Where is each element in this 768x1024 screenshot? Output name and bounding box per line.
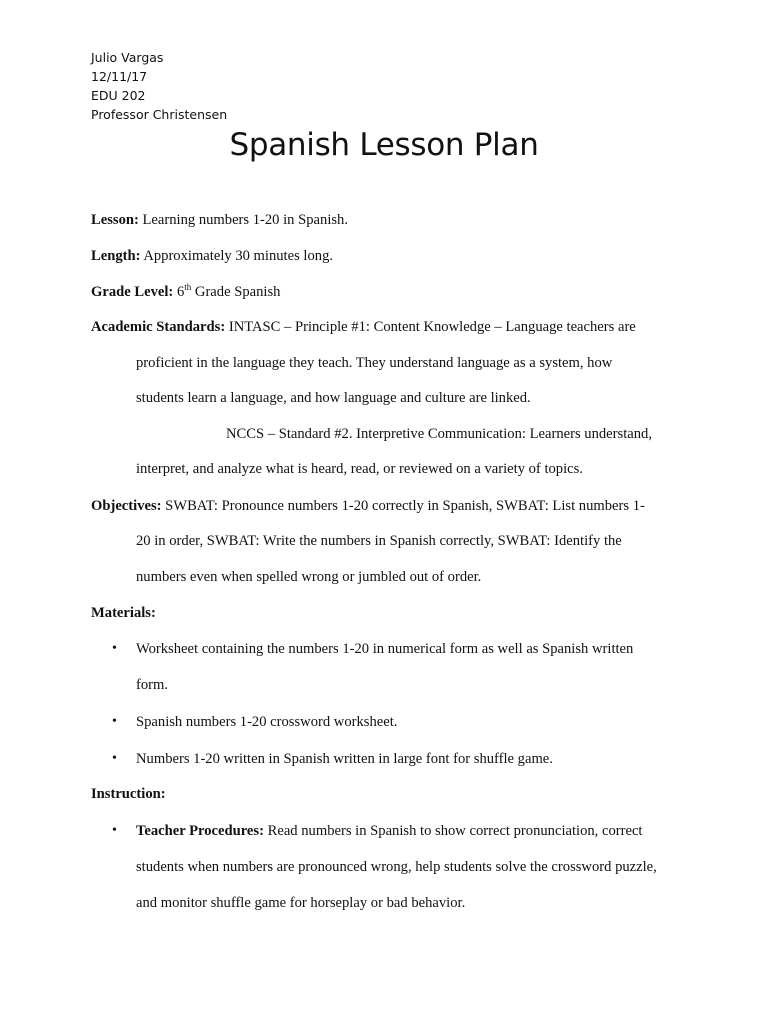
materials-heading [91,604,156,622]
professor: Professor Christensen [91,107,228,122]
materials-item-1-cont: form. [136,677,169,693]
objectives-label: Objectives: [91,498,162,514]
bullet-icon: • [112,714,117,729]
grade-superscript: th [184,282,192,292]
materials-item-2: Spanish numbers 1-20 crossword worksheet. [136,714,398,730]
grade-label: Grade Level: [91,284,174,300]
lesson-text: Learning numbers 1-20 in Spanish. [142,212,348,228]
length-text: Approximately 30 minutes long. [143,248,334,264]
length-label: Length: [91,248,141,264]
instruction-label: Instruction: [91,786,166,802]
standards-line-5: interpret, and analyze what is heard, read, or reviewed on a variety of topics. [136,461,583,477]
author-name: Julio Vargas [91,50,164,65]
bullet-icon: • [112,641,117,656]
standards-line-1 [91,318,636,336]
bullet-icon: • [112,751,117,766]
objectives-line-1 [91,497,645,515]
bullet-icon: • [112,823,117,838]
teacher-procedures-label: Teacher Procedures: [136,823,264,839]
materials-item-1: Worksheet containing the numbers 1-20 in numerical form as well as Spanish written [136,641,634,657]
materials-item-3: Numbers 1-20 written in Spanish written in large font for shuffle game. [136,751,553,767]
teacher-procedures-line-2: students when numbers are pronounced wrong, help students solve the crossword puzzle, [136,859,657,875]
date: 12/11/17 [91,69,148,84]
standards-line-4: NCCS – Standard #2. Interpretive Communication: Learners understand, [226,426,652,442]
teacher-procedures-line-3: and monitor shuffle game for horseplay or bad behavior. [136,895,466,911]
materials-label: Materials: [91,605,156,621]
page-title: Spanish Lesson Plan [229,127,539,163]
objectives-text-1: SWBAT: Pronounce numbers 1-20 correctly in Spanish, SWBAT: List numbers 1- [165,498,645,514]
grade-text: Grade Spanish [194,284,281,300]
standards-label: Academic Standards: [91,319,226,335]
objectives-line-2: 20 in order, SWBAT: Write the numbers in Spanish correctly, SWBAT: Identify the [136,533,622,549]
lesson-line [91,211,348,229]
standards-line-3: students learn a language, and how language and culture are linked. [136,390,531,406]
length-line [91,247,333,265]
lesson-label: Lesson: [91,212,139,228]
standards-line-2: proficient in the language they teach. They understand language as a system, how [136,355,613,371]
instruction-heading [91,785,166,803]
grade-line [91,283,280,301]
course: EDU 202 [91,88,146,103]
objectives-line-3: numbers even when spelled wrong or jumbled out of order. [136,569,482,585]
standards-text-1: INTASC – Principle #1: Content Knowledge – Language teachers are [228,319,636,335]
teacher-procedures-line-1 [136,822,643,840]
teacher-procedures-text-1: Read numbers in Spanish to show correct pronunciation, correct [267,823,643,839]
grade-number: 6 [176,284,185,300]
